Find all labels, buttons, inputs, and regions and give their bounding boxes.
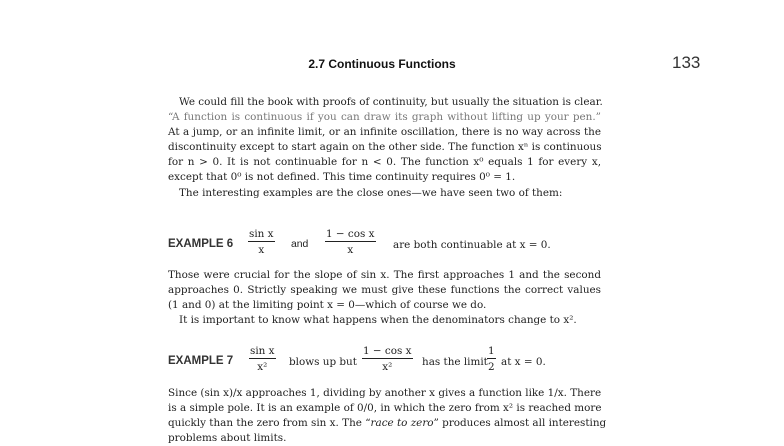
pen-quote: “A function is continuous if you can draw its graph without lifting up your pen.”	[168, 111, 601, 124]
text-line: except that 0⁰ is not defined. This time continuity requires 0⁰ = 1.	[168, 171, 516, 184]
fraction-denominator: x²	[362, 358, 413, 373]
example-7-conclusion: at x = 0.	[501, 356, 546, 368]
example-7-fraction-one-half	[487, 345, 496, 373]
fraction-numerator: 1 − cos x	[363, 345, 412, 357]
text-line: (1 and 0) at the limiting point x = 0—which of course we do.	[168, 299, 487, 312]
paragraph-continuity	[168, 95, 601, 201]
text-line: The interesting examples are the close ones—we have seen two of them:	[179, 186, 563, 199]
text-line: Those were crucial for the slope of sin x. The first approaches 1 and the second	[168, 269, 601, 281]
fraction-numerator: 1	[488, 345, 495, 357]
example-7-blows-up: blows up but	[289, 356, 357, 368]
text-line: approaches 0. Strictly speaking we must give these functions the correct values	[168, 284, 601, 297]
example-7-has-limit: has the limit	[422, 356, 488, 368]
example-6-label: EXAMPLE 6	[168, 238, 234, 250]
text-line: is a simple pole. It is an example of 0/0, in which the zero from x² is reached more	[168, 402, 602, 415]
fraction-numerator: 1 − cos x	[326, 228, 375, 240]
fraction-denominator: 2	[487, 358, 496, 373]
race-to-zero-emphasis: race to zero	[370, 417, 434, 430]
example-6-and: and	[291, 239, 309, 250]
page-number: 133	[672, 53, 701, 72]
text-line: It is important to know what happens when the denominators change to x².	[179, 314, 577, 327]
example-7-fraction-sinx-over-x2	[249, 345, 276, 373]
fraction-numerator: sin x	[250, 345, 275, 357]
fraction-denominator: x	[325, 241, 376, 256]
text-line: problems about limits.	[168, 432, 287, 445]
example-7-label: EXAMPLE 7	[168, 355, 234, 367]
text-line: for n > 0. It is not continuable for n < 0. The function x⁰ equals 1 for every x,	[168, 156, 601, 169]
text-line: We could fill the book with proofs of continuity, but usually the situation is clear.	[179, 96, 603, 108]
fraction-numerator: sin x	[249, 228, 274, 240]
example-6-conclusion: are both continuable at x = 0.	[393, 239, 551, 251]
fraction-denominator: x	[248, 241, 275, 256]
example-6-fraction-1-minus-cosx-over-x	[325, 228, 376, 256]
section-title: 2.7 Continuous Functions	[308, 57, 456, 71]
text-line: discontinuity except to start again on the other side. The function xⁿ is continuous	[168, 141, 602, 154]
text-line: Since (sin x)/x approaches 1, dividing by another x gives a function like 1/x. There	[168, 387, 602, 399]
paragraph-crucial	[168, 268, 601, 328]
example-6-fraction-sinx-over-x	[248, 228, 275, 256]
text-line	[168, 416, 607, 431]
text-fragment: ” produces almost all interesting	[433, 417, 607, 430]
text-fragment: quickly than the zero from sin x. The “	[168, 417, 371, 430]
text-line: At a jump, or an infinite limit, or an infinite oscillation, there is no way across the	[168, 126, 601, 139]
fraction-denominator: x²	[249, 358, 276, 373]
example-7-fraction-1-minus-cosx-over-x2	[362, 345, 413, 373]
paragraph-race-to-zero	[168, 386, 607, 446]
